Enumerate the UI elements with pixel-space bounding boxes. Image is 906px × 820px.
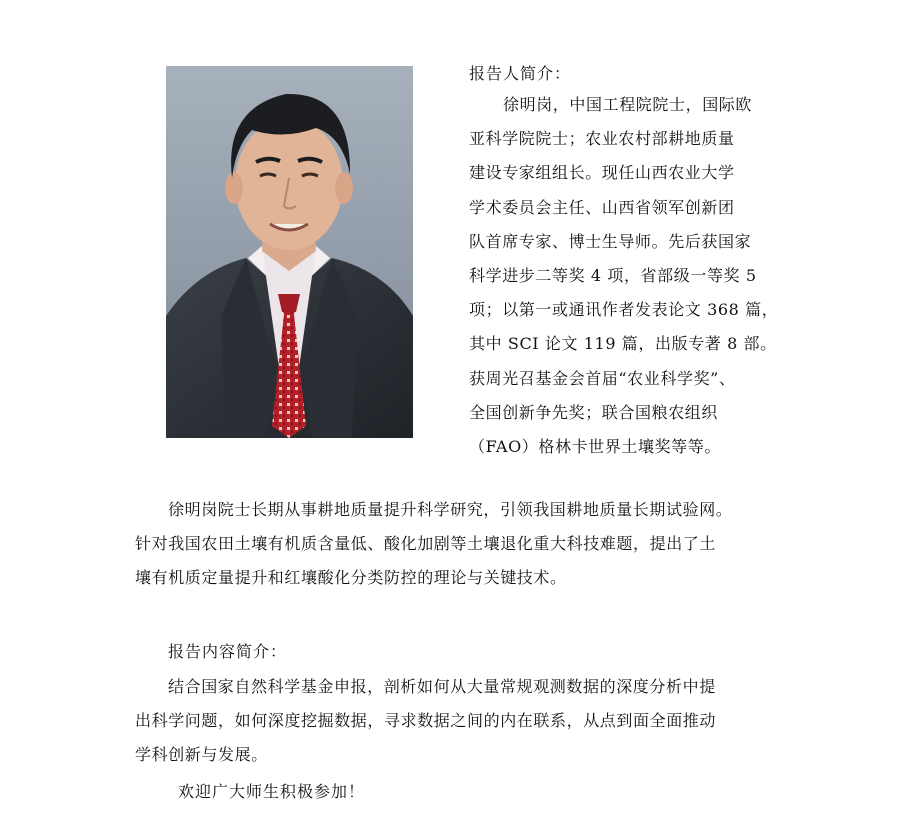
research-line: 徐明岗院士长期从事耕地质量提升科学研究，引领我国耕地质量长期试验网。 (168, 500, 733, 519)
bio-line: 徐明岗，中国工程院院士，国际欧 (503, 95, 753, 114)
research-line: 壤有机质定量提升和红壤酸化分类防控的理论与关键技术。 (135, 568, 567, 587)
content-line: 结合国家自然科学基金申报，剖析如何从大量常规观测数据的深度分析中提 (168, 677, 716, 696)
talk-content-heading: 报告内容简介： (168, 642, 288, 661)
content-line: 学科创新与发展。 (135, 745, 268, 764)
bio-line: 队首席专家、博士生导师。先后获国家 (469, 231, 752, 251)
bio-line: 建设专家组组长。现任山西农业大学 (469, 163, 735, 183)
bio-line: 获周光召基金会首届“农业科学奖”、 (469, 368, 736, 388)
bio-line: 项；以第一或通讯作者发表论文 368 篇， (469, 300, 779, 320)
research-line: 针对我国农田土壤有机质含量低、酸化加剧等土壤退化重大科技难题，提出了土 (135, 534, 717, 553)
speaker-portrait-photo (166, 66, 413, 438)
bio-line: 科学进步二等奖 4 项，省部级一等奖 5 (469, 265, 757, 285)
speaker-bio-text (469, 88, 789, 464)
speaker-bio-heading: 报告人简介： (469, 64, 572, 83)
bio-line: 亚科学院院士；农业农村部耕地质量 (469, 129, 735, 149)
welcome-note: 欢迎广大师生积极参加！ (178, 782, 366, 801)
bio-line: （FAO）格林卡世界土壤奖等等。 (469, 436, 721, 456)
talk-content-paragraph (135, 670, 716, 772)
bio-line: 学术委员会主任、山西省领军创新团 (469, 197, 735, 217)
bio-line: 全国创新争先奖；联合国粮农组织 (469, 402, 719, 422)
bio-line: 其中 SCI 论文 119 篇，出版专著 8 部。 (469, 334, 777, 354)
research-summary-paragraph (135, 493, 732, 595)
content-line: 出科学问题，如何深度挖掘数据，寻求数据之间的内在联系，从点到面全面推动 (135, 711, 717, 730)
